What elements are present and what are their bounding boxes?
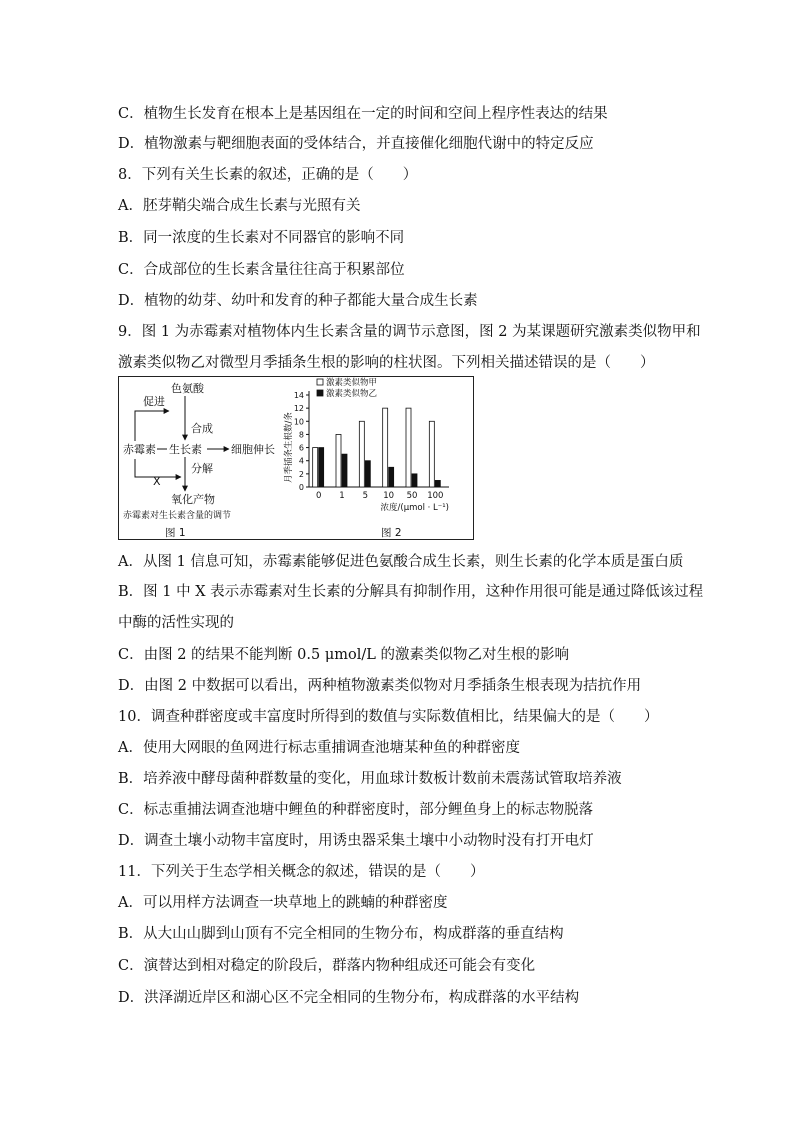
lines-line-0: C．植物生长发育在根本上是基因组在一定的时间和空间上程序性表达的结果	[118, 106, 608, 122]
y-tick-label: 10	[293, 417, 304, 427]
y-tick-label: 8	[298, 430, 304, 440]
lines2-line-7: B．培养液中酵母菌种群数量的变化，用血球计数板计数前未震荡试管取培养液	[118, 771, 622, 787]
x-tick-label: 100	[427, 491, 444, 501]
lines-line-3: A．胚芽鞘尖端合成生长素与光照有关	[118, 198, 361, 214]
fig1-label: 图 1	[165, 527, 186, 539]
x-tick-label: 0	[315, 491, 322, 501]
y-tick-label: 12	[293, 404, 304, 414]
lines2-line-0: A．从图 1 信息可知，赤霉素能够促进色氨酸合成生长素，则生长素的化学本质是蛋白质	[118, 554, 684, 570]
y-tick-label: 0	[298, 483, 304, 492]
bar-a	[359, 421, 364, 487]
fig2-label: 图 2	[381, 527, 402, 539]
y-tick-label: 6	[298, 443, 304, 453]
lines2-line-12: B．从大山山脚到山顶有不完全相同的生物分布，构成群落的垂直结构	[118, 926, 564, 942]
fig1-caption: 赤霉素对生长素含量的调节	[123, 511, 232, 521]
x-tick-label: 50	[406, 491, 418, 501]
bar-a	[383, 408, 388, 487]
lines-line-8: 激素类似物乙对微型月季插条生根的影响的柱状图。下列相关描述错误的是（ ）	[118, 355, 655, 371]
legend-label: 激素类似物甲	[326, 378, 378, 388]
x-tick-label: 1	[339, 491, 345, 501]
lines-line-1: D．植物激素与靶细胞表面的受体结合，并直接催化细胞代谢中的特定反应	[118, 136, 594, 152]
bar-b	[365, 461, 370, 487]
bar-b	[412, 474, 417, 487]
fig1-x-label: X	[153, 475, 161, 488]
lines-line-6: D．植物的幼芽、幼叶和发育的种子都能大量合成生长素	[118, 293, 478, 309]
lines2-line-9: D．调查土壤小动物丰富度时，用诱虫器采集土壤中小动物时没有打开电灯	[118, 833, 594, 849]
legend-label: 激素类似物乙	[326, 389, 378, 399]
bar-b	[319, 448, 324, 487]
figure-box	[118, 376, 474, 540]
bar-a	[336, 434, 341, 487]
lines-line-2: 8．下列有关生长素的叙述，正确的是（ ）	[118, 167, 418, 183]
x-axis-label: 浓度/(μmol · L⁻¹)	[380, 503, 449, 513]
lines-line-5: C．合成部位的生长素含量往往高于积累部位	[118, 262, 405, 278]
fig1-auxin-label: 生长素	[169, 443, 202, 456]
bar-a	[429, 421, 434, 487]
bar-b	[342, 454, 347, 487]
x-tick-label: 10	[383, 491, 395, 501]
lines2-line-5: 10．调查种群密度或丰富度时所得到的数值与实际数值相比，结果偏大的是（ ）	[118, 709, 659, 725]
legend-swatch	[317, 390, 323, 396]
fig1-tryptophan-label: 色氨酸	[171, 382, 204, 395]
y-axis-label: 月季插条生根数/条	[284, 412, 294, 483]
fig1-oxidation-label: 氧化产物	[171, 493, 215, 506]
lines2-line-11: A．可以用样方法调查一块草地上的跳蝻的种群密度	[118, 895, 448, 911]
lines2-line-10: 11．下列关于生态学相关概念的叙述，错误的是（ ）	[118, 864, 485, 880]
y-tick-label: 2	[298, 469, 304, 479]
figure-1	[123, 381, 275, 539]
bar-a	[313, 448, 318, 487]
fig1-synthesis-label: 合成	[191, 422, 213, 435]
lines2-line-1: B．图 1 中 X 表示赤霉素对生长素的分解具有抑制作用，这种作用很可能是通过降低该过程	[118, 584, 704, 600]
lines2-line-4: D．由图 2 中数据可以看出，两种植物激素类似物对月季插条生根表现为拮抗作用	[118, 678, 642, 694]
figures-svg	[119, 377, 475, 541]
bar-a	[406, 408, 411, 487]
lines2-line-13: C．演替达到相对稳定的阶段后，群落内物种组成还可能会有变化	[118, 958, 536, 974]
lines-line-7: 9．图 1 为赤霉素对植物体内生长素含量的调节示意图，图 2 为某课题研究激素类似物甲和	[118, 324, 701, 340]
fig1-gibberellin-label: 赤霉素	[123, 443, 156, 456]
lines2-line-3: C．由图 2 的结果不能判断 0.5 μmol/L 的激素类似物乙对生根的影响	[118, 647, 569, 663]
bar-b	[435, 480, 440, 487]
fig1-decompose-label: 分解	[191, 462, 213, 475]
lines2-line-14: D．洪泽湖近岸区和湖心区不完全相同的生物分布，构成群落的水平结构	[118, 990, 580, 1006]
y-tick-label: 4	[298, 456, 304, 466]
fig1-elongation-label: 细胞伸长	[231, 443, 275, 456]
fig1-promote-arrow	[135, 411, 169, 441]
x-tick-label: 5	[362, 491, 369, 501]
lines2-line-8: C．标志重捕法调查池塘中鲤鱼的种群密度时，部分鲤鱼身上的标志物脱落	[118, 802, 594, 818]
lines-line-4: B．同一浓度的生长素对不同器官的影响不同	[118, 230, 405, 246]
lines2-line-2: 中酶的活性实现的	[118, 615, 234, 631]
figure-2-chart	[283, 377, 449, 539]
lines2-line-6: A．使用大网眼的鱼网进行标志重捕调查池塘某种鱼的种群密度	[118, 740, 520, 756]
y-tick-label: 14	[293, 391, 304, 400]
fig1-promote-label: 促进	[143, 395, 165, 408]
bar-b	[389, 467, 394, 487]
legend-swatch	[317, 379, 323, 385]
